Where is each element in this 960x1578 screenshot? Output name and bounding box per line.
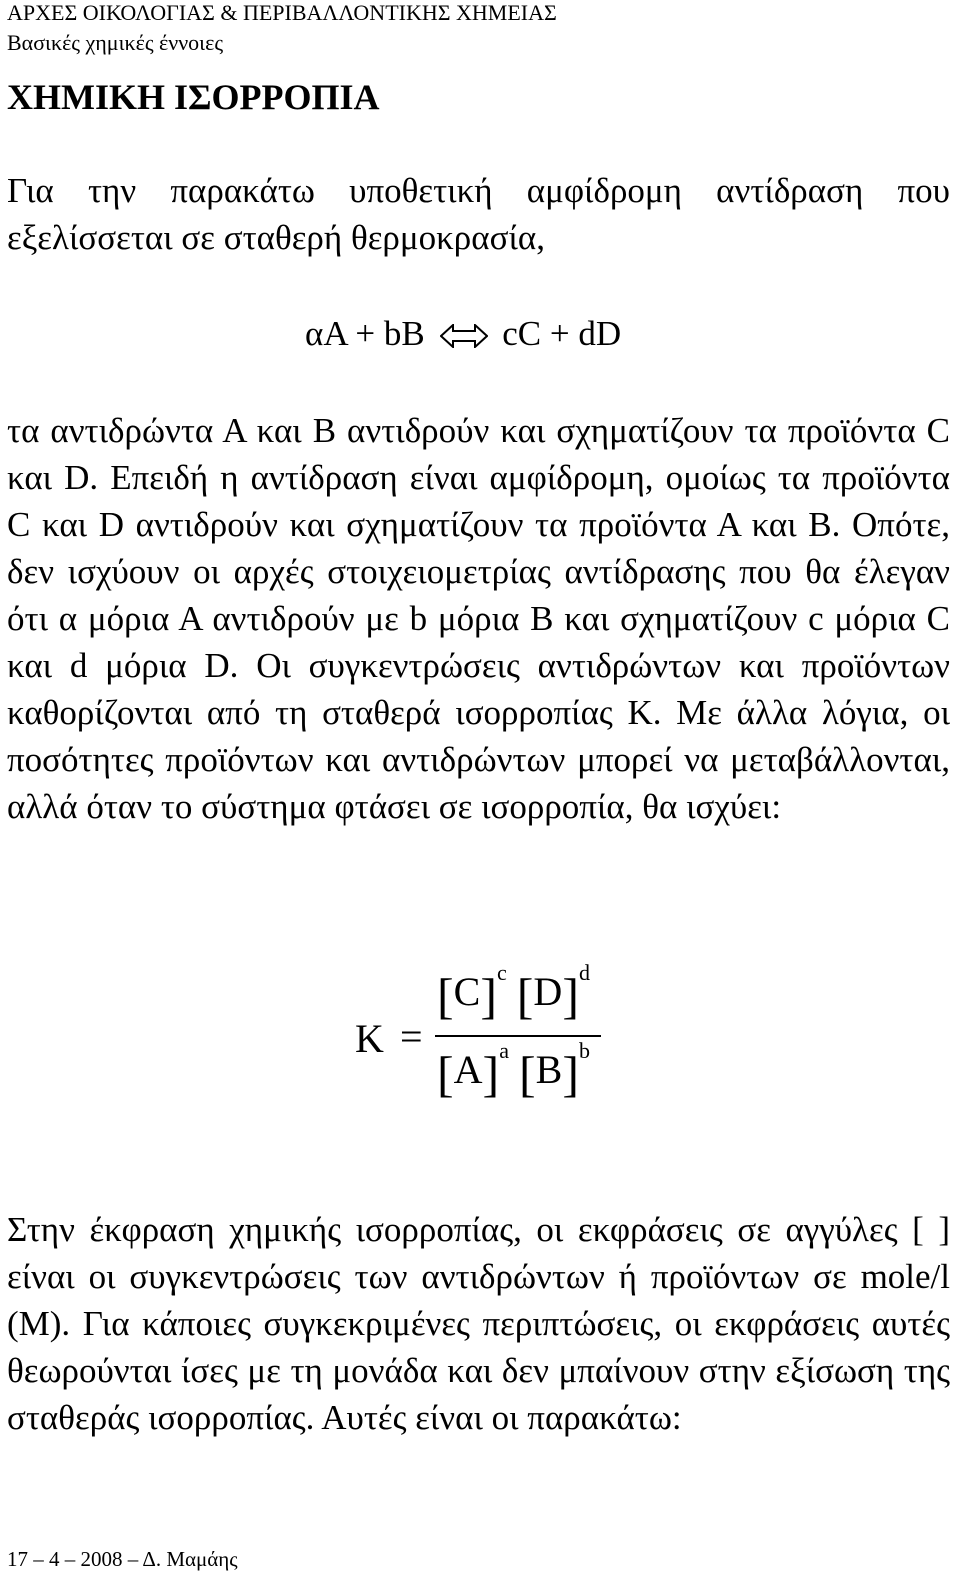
formula-k-symbol: K [355,1016,384,1061]
double-arrow-icon [440,316,488,358]
formula-exponent: c [497,960,507,985]
formula-equals-sign: = [400,1014,423,1059]
section-title: ΧΗΜΙΚΗ ΙΣΟΡΡΟΠΙΑ [7,77,380,117]
formula-exponent: a [499,1038,509,1063]
formula-denominator: $[A]^a$ $[B]^b$ [437,1038,590,1102]
running-header-course: ΑΡΧΕΣ ΟΙΚΟΛΟΓΙΑΣ & ΠΕΡΙΒΑΛΛΟΝΤΙΚΗΣ ΧΗΜΕΙΑΣ [7,0,557,25]
page-footer: 17 – 4 – 2008 – Δ. Μαμάης [7,1547,238,1571]
formula-numerator: $[C]^c$ $[D]^d$ [437,960,590,1024]
equilibrium-constant-formula [355,960,615,1118]
formula-species: B [535,1047,563,1093]
explanation-paragraph: τα αντιδρώντα Α και Β αντιδρούν και σχηματίζουν τα προϊόντα C και D. Επειδή η αντίδραση είναι αμφίδρομη, ομοίως τα προϊόντα C και D αντιδρούν και σχηματίζουν τα προϊόντα Α και Β. Οπότε, δεν ισχύουν οι αρχές στοιχειομετρίας αντίδρασης που θα έλεγαν ότι α μόρια Α αντιδρούν με b μόρια Β και σχηματίζουν c μόρια C και d μόρια D. Οι συγκεντρώσεις αντιδρώντων και προϊόντων καθορίζονται από τη σταθερά ισορροπίας Κ. Με άλλα λόγια, οι ποσότητες προϊόντων και αντιδρώντων μπορεί να μεταβάλλονται, αλλά όταν το σύστημα φτάσει σε ισορροπία, θα ισχύει: [7,411,950,826]
brackets-paragraph: Στην έκφραση χημικής ισορροπίας, οι εκφράσεις σε αγγύλες [ ] είναι οι συγκεντρώσεις των αντιδρώντων ή προϊόντων σε mole/l (M). Για κάποιες συγκεκριμένες περιπτώσεις, οι εκφράσεις αυτές θεωρούνται ίσες με τη μονάδα και δεν μπαίνουν στην εξίσωση της σταθεράς ισορροπίας. Αυτές είναι οι παρακάτω: [7,1210,950,1437]
reaction-equation [305,313,621,358]
running-header-topic: Βασικές χημικές έννοιες [7,30,224,55]
formula-species: D [533,969,563,1015]
reaction-products: cC + dD [502,314,622,353]
fraction-bar [435,1035,601,1037]
formula-species: C [453,969,481,1015]
reaction-reactants: αA + bB [305,314,425,353]
formula-exponent: b [578,1038,590,1063]
intro-paragraph: Για την παρακάτω υποθετική αμφίδρομη αντίδραση που εξελίσσεται σε σταθερή θερμοκρασία, [7,171,950,257]
formula-species: A [453,1047,483,1093]
formula-exponent: d [578,960,590,985]
